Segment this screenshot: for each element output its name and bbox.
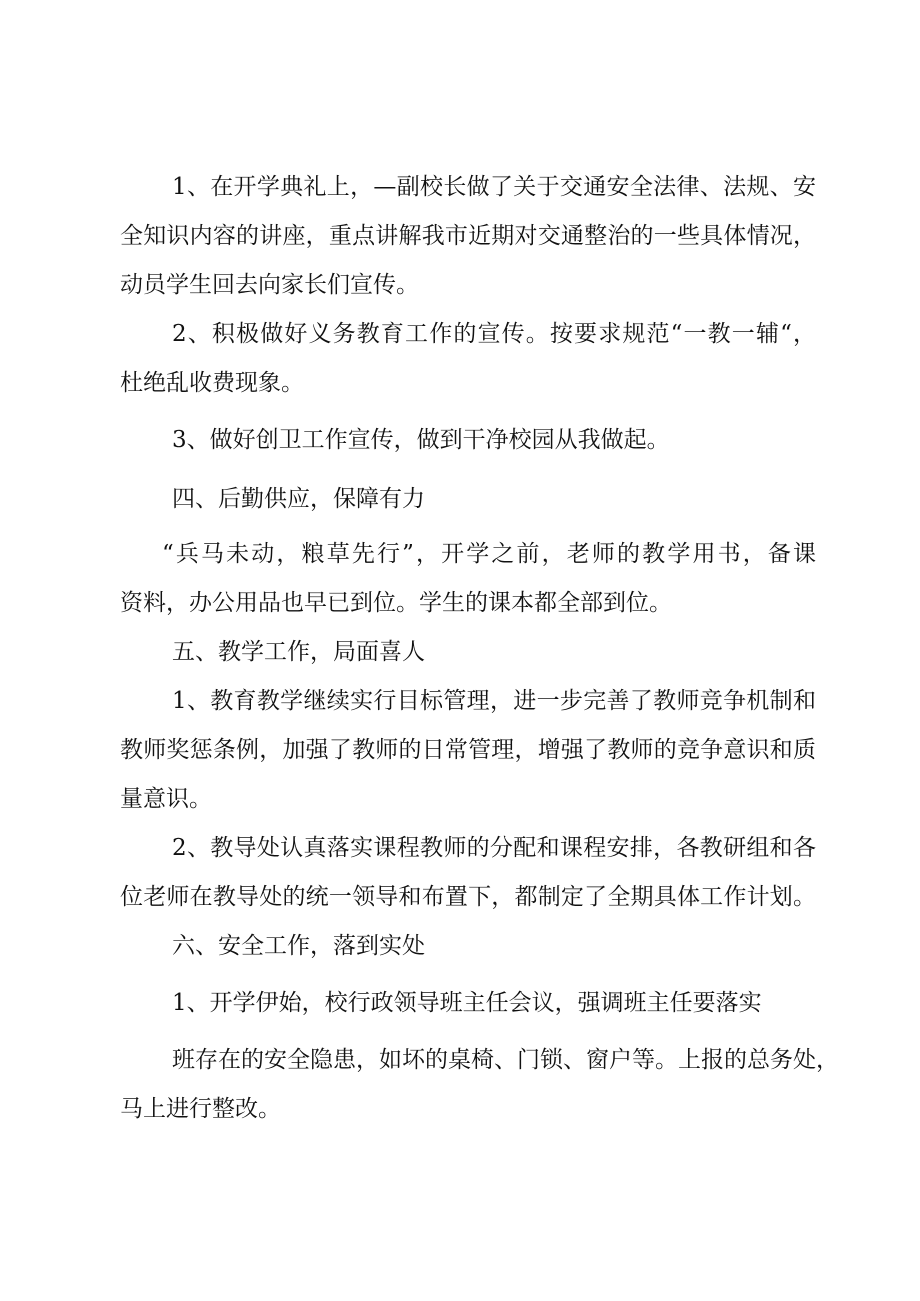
paragraph-line: 班存在的安全隐患，如坏的桌椅、门锁、窗户等。上报的总务处， [172,1047,839,1073]
section-heading: 五、教学工作，局面喜人 [172,639,425,665]
paragraph-line: 位老师在教导处的统一领导和布置下，都制定了全期具体工作计划。 [120,884,816,910]
section-heading: 四、后勤供应，保障有力 [172,486,425,512]
paragraph-line: “兵马未动，粮草先行”，开学之前，老师的教学用书，备课 [162,541,816,567]
paragraph-line: 全知识内容的讲座，重点讲解我市近期对交通整治的一些具体情况， [120,223,816,249]
paragraph-line: 1、开学伊始，校行政领导班主任会议，强调班主任要落实 [172,990,762,1016]
paragraph-line: 动员学生回去向家长们宣传。 [120,272,419,298]
paragraph-line: 1、在开学典礼上，—副校长做了关于交通安全法律、法规、安 [172,174,816,200]
paragraph-line: 1、教育教学继续实行目标管理，进一步完善了教师竞争机制和 [172,688,816,714]
paragraph-line: 3、做好创卫工作宣传，做到干净校园从我做起。 [172,427,670,453]
paragraph-line: 教师奖惩条例，加强了教师的日常管理，增强了教师的竞争意识和质 [120,737,816,763]
paragraph-line: 2、积极做好义务教育工作的宣传。按要求规范“一教一辅“， [172,321,816,347]
paragraph-line: 量意识。 [120,786,212,812]
paragraph-line: 资料，办公用品也早已到位。学生的课本都全部到位。 [120,590,672,616]
paragraph-line: 马上进行整改。 [120,1096,281,1122]
paragraph-line: 杜绝乱收费现象。 [120,370,304,396]
paragraph-line: 2、教导处认真落实课程教师的分配和课程安排，各教研组和各 [172,835,816,861]
section-heading: 六、安全工作，落到实处 [172,933,425,959]
